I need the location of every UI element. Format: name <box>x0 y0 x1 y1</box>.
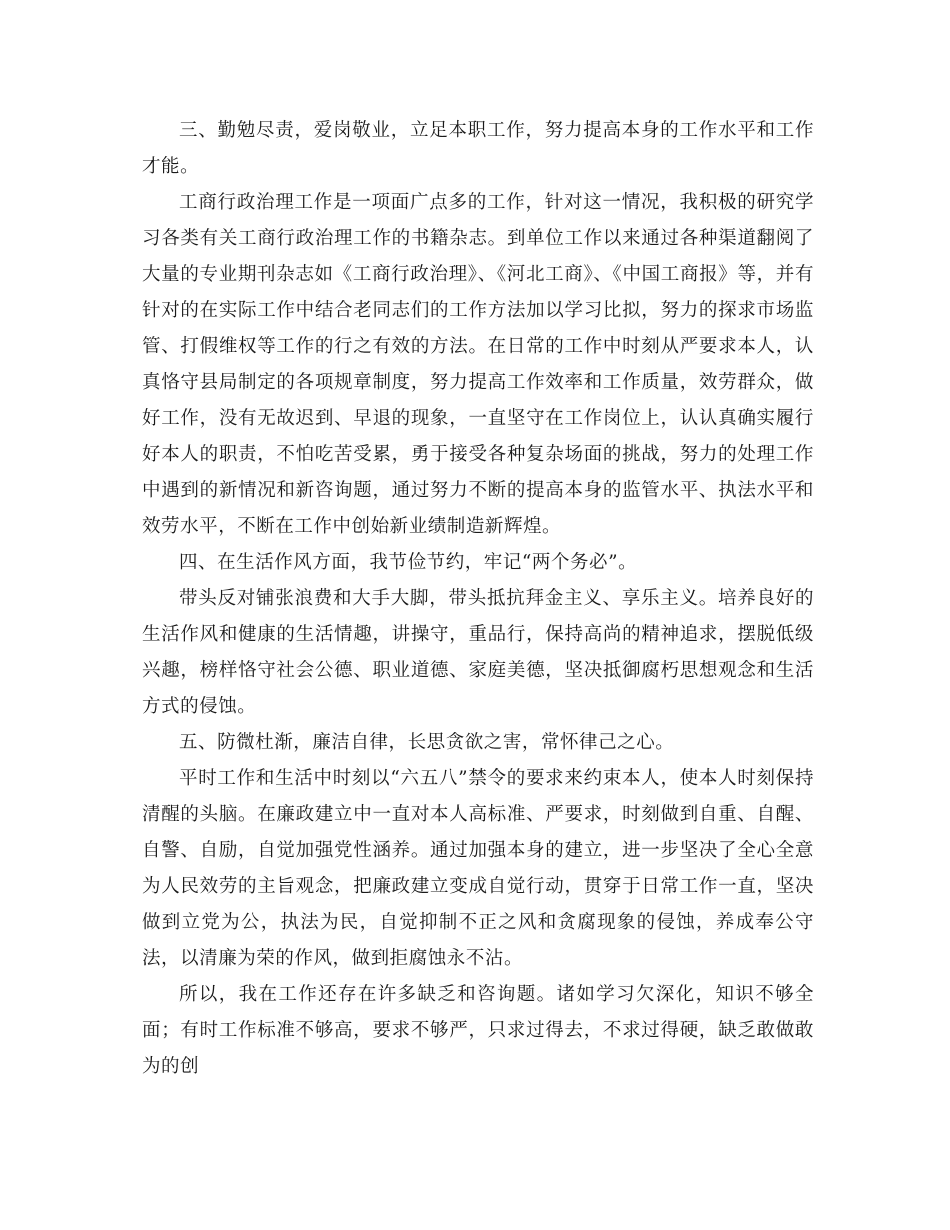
paragraph-section-five-heading: 五、防微杜渐，廉洁自律，长思贪欲之害，常怀律己之心。 <box>179 732 675 753</box>
paragraph-shortcomings: 所以，我在工作还存在许多缺乏和咨询题。诸如学习欠深化，知识不够全面；有时工作标准不够高，要求不够严，只求过得去，不求过得硬，缺乏敢做敢为的创 <box>142 984 814 1077</box>
paragraph-section-four-heading: 四、在生活作风方面，我节俭节约，牢记“两个务必”。 <box>179 552 638 573</box>
paragraph-section-three-body: 工商行政治理工作是一项面广点多的工作，针对这一情况，我积极的研究学习各类有关工商行政治理工作的书籍杂志。到单位工作以来通过各种渠道翻阅了大量的专业期刊杂志如《工商行政治理》、《河北工商》、《中国工商报》等，并有针对的在实际工作中结合老同志们的工作方法加以学习比拟，努力的探求市场监管、打假维权等工作的行之有效的方法。在日常的工作中时刻从严要求本人，认真恪守县局制定的各项规章制度，努力提高工作效率和工作质量，效劳群众，做好工作，没有无故迟到、早退的现象，一直坚守在工作岗位上，认认真确实履行好本人的职责，不怕吃苦受累，勇于接受各种复杂场面的挑战，努力的处理工作中遇到的新情况和新咨询题，通过努力不断的提高本身的监管水平、执法水平和效劳水平，不断在工作中创始新业绩制造新辉煌。 <box>142 192 814 537</box>
paragraph-section-three-heading: 三、勤勉尽责，爱岗敬业，立足本职工作，努力提高本身的工作水平和工作才能。 <box>142 120 814 177</box>
paragraph-section-four-body: 带头反对铺张浪费和大手大脚，带头抵抗拜金主义、享乐主义。培养良好的生活作风和健康的生活情趣，讲操守，重品行，保持高尚的精神追求，摆脱低级兴趣，榜样恪守社会公德、职业道德、家庭美德，坚决抵御腐朽思想观念和生活方式的侵蚀。 <box>142 588 814 717</box>
paragraph-section-five-body: 平时工作和生活中时刻以“六五八”禁令的要求来约束本人，使本人时刻保持清醒的头脑。在廉政建立中一直对本人高标准、严要求，时刻做到自重、自醒、自警、自励，自觉加强党性涵养。通过加强本身的建立，进一步坚决了全心全意为人民效劳的主旨观念，把廉政建立变成自觉行动，贯穿于日常工作一直，坚决做到立党为公，执法为民，自觉抑制不正之风和贪腐现象的侵蚀，养成奉公守法，以清廉为荣的作风，做到拒腐蚀永不沾。 <box>142 768 814 969</box>
document-body <box>142 113 814 1085</box>
